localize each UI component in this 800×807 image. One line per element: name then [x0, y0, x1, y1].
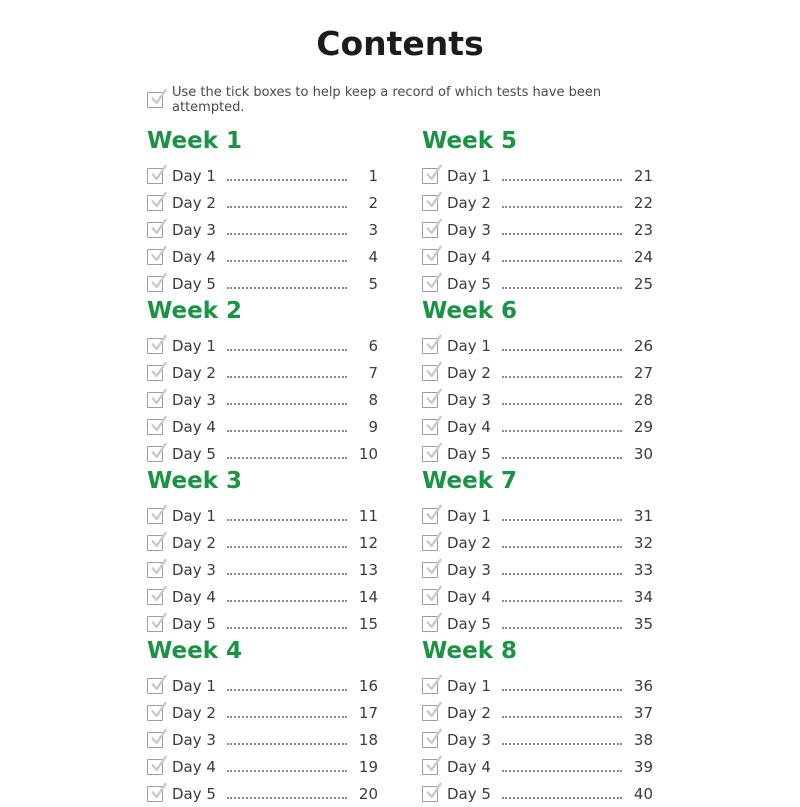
page-number: 34 — [633, 587, 653, 606]
day-checkbox[interactable] — [422, 168, 438, 184]
dotted-leader — [227, 743, 347, 745]
day-label: Day 1 — [447, 336, 491, 355]
toc-day-row — [422, 162, 653, 189]
dotted-leader — [502, 689, 622, 691]
page-number: 30 — [633, 444, 653, 463]
toc-day-row — [147, 413, 378, 440]
example-tick-checkbox[interactable] — [147, 92, 163, 108]
page-number: 27 — [633, 363, 653, 382]
day-label: Day 1 — [172, 506, 216, 525]
dotted-leader — [227, 349, 347, 351]
day-label: Day 1 — [172, 336, 216, 355]
dotted-leader — [227, 627, 347, 629]
day-label: Day 2 — [447, 703, 491, 722]
page-number: 23 — [633, 220, 653, 239]
day-label: Day 5 — [172, 444, 216, 463]
day-checkbox[interactable] — [422, 705, 438, 721]
day-checkbox[interactable] — [147, 446, 163, 462]
day-label: Day 5 — [447, 784, 491, 803]
week-section-2 — [147, 297, 378, 467]
dotted-leader — [227, 430, 347, 432]
toc-day-row — [147, 243, 378, 270]
page-number: 1 — [368, 166, 378, 185]
week-days — [422, 672, 653, 807]
toc-day-row — [422, 332, 653, 359]
dotted-leader — [502, 743, 622, 745]
toc-day-row — [422, 359, 653, 386]
page-number: 9 — [368, 417, 378, 436]
week-section-7 — [422, 467, 653, 637]
page-number: 38 — [633, 730, 653, 749]
day-checkbox[interactable] — [147, 338, 163, 354]
page-number: 31 — [633, 506, 653, 525]
toc-day-row — [422, 216, 653, 243]
page-number: 21 — [633, 166, 653, 185]
toc-day-row — [147, 440, 378, 467]
page-number: 25 — [633, 274, 653, 293]
dotted-leader — [502, 349, 622, 351]
tick-icon — [149, 701, 167, 720]
contents-grid — [147, 127, 653, 807]
day-checkbox[interactable] — [147, 589, 163, 605]
page-number: 13 — [358, 560, 378, 579]
toc-day-row — [422, 753, 653, 780]
page-number: 3 — [368, 220, 378, 239]
dotted-leader — [227, 403, 347, 405]
day-label: Day 3 — [447, 220, 491, 239]
toc-day-row — [422, 672, 653, 699]
tick-icon — [424, 674, 442, 693]
tick-icon — [149, 88, 167, 107]
toc-day-row — [147, 359, 378, 386]
tick-icon — [149, 558, 167, 577]
week-title: Week 1 — [147, 128, 243, 154]
dotted-leader — [227, 600, 347, 602]
week-title: Week 4 — [147, 638, 243, 664]
day-checkbox[interactable] — [147, 508, 163, 524]
dotted-leader — [227, 260, 347, 262]
day-label: Day 3 — [172, 220, 216, 239]
day-label: Day 5 — [447, 444, 491, 463]
day-label: Day 4 — [447, 587, 491, 606]
tick-icon — [424, 388, 442, 407]
day-checkbox[interactable] — [422, 732, 438, 748]
day-checkbox[interactable] — [422, 276, 438, 292]
day-checkbox[interactable] — [147, 249, 163, 265]
tick-icon — [424, 442, 442, 461]
dotted-leader — [502, 287, 622, 289]
week-days — [147, 672, 378, 807]
dotted-leader — [502, 403, 622, 405]
tick-icon — [149, 728, 167, 747]
day-label: Day 1 — [447, 676, 491, 695]
toc-day-row — [422, 699, 653, 726]
toc-day-row — [422, 189, 653, 216]
page-number: 17 — [358, 703, 378, 722]
week-title: Week 6 — [422, 298, 518, 324]
toc-day-row — [422, 440, 653, 467]
day-label: Day 1 — [172, 166, 216, 185]
tick-icon — [424, 701, 442, 720]
day-checkbox[interactable] — [147, 705, 163, 721]
toc-day-row — [147, 583, 378, 610]
page-number: 4 — [368, 247, 378, 266]
dotted-leader — [227, 573, 347, 575]
tick-icon — [424, 415, 442, 434]
dotted-leader — [502, 600, 622, 602]
day-label: Day 5 — [447, 614, 491, 633]
page-number: 19 — [358, 757, 378, 776]
tick-icon — [424, 361, 442, 380]
page-number: 8 — [368, 390, 378, 409]
day-label: Day 4 — [172, 247, 216, 266]
toc-day-row — [147, 386, 378, 413]
day-label: Day 5 — [172, 784, 216, 803]
day-checkbox[interactable] — [147, 759, 163, 775]
dotted-leader — [502, 797, 622, 799]
week-days — [147, 502, 378, 637]
toc-day-row — [147, 726, 378, 753]
toc-day-row — [147, 162, 378, 189]
week-section-8 — [422, 637, 653, 807]
page-number: 20 — [358, 784, 378, 803]
dotted-leader — [227, 179, 347, 181]
page-number: 11 — [358, 506, 378, 525]
instruction-text: Use the tick boxes to help keep a record of which tests have been attempted. — [172, 85, 602, 115]
week-days — [422, 502, 653, 637]
day-checkbox[interactable] — [422, 678, 438, 694]
week-title: Week 7 — [422, 468, 518, 494]
week-section-3 — [147, 467, 378, 637]
toc-day-row — [147, 780, 378, 807]
week-days — [422, 332, 653, 467]
day-checkbox[interactable] — [422, 535, 438, 551]
toc-day-row — [147, 529, 378, 556]
day-checkbox[interactable] — [422, 786, 438, 802]
tick-icon — [424, 558, 442, 577]
tick-icon — [424, 334, 442, 353]
toc-day-row — [422, 386, 653, 413]
day-checkbox[interactable] — [147, 678, 163, 694]
page-number: 7 — [368, 363, 378, 382]
page-number: 26 — [633, 336, 653, 355]
week-title: Week 5 — [422, 128, 518, 154]
day-label: Day 5 — [172, 274, 216, 293]
tick-icon — [149, 334, 167, 353]
tick-icon — [149, 585, 167, 604]
day-checkbox[interactable] — [147, 562, 163, 578]
toc-day-row — [422, 270, 653, 297]
day-checkbox[interactable] — [147, 365, 163, 381]
toc-day-row — [147, 556, 378, 583]
day-label: Day 5 — [172, 614, 216, 633]
tick-icon — [424, 504, 442, 523]
day-checkbox[interactable] — [422, 759, 438, 775]
day-checkbox[interactable] — [422, 446, 438, 462]
day-label: Day 4 — [172, 757, 216, 776]
toc-day-row — [422, 610, 653, 637]
day-label: Day 1 — [447, 166, 491, 185]
toc-day-row — [147, 332, 378, 359]
dotted-leader — [502, 376, 622, 378]
dotted-leader — [227, 716, 347, 718]
page-number: 39 — [633, 757, 653, 776]
page-number: 10 — [358, 444, 378, 463]
page-number: 28 — [633, 390, 653, 409]
tick-icon — [149, 361, 167, 380]
toc-day-row — [147, 270, 378, 297]
dotted-leader — [227, 457, 347, 459]
week-title: Week 2 — [147, 298, 243, 324]
day-label: Day 2 — [172, 363, 216, 382]
day-label: Day 5 — [447, 274, 491, 293]
day-label: Day 3 — [447, 730, 491, 749]
page-number: 32 — [633, 533, 653, 552]
day-checkbox[interactable] — [147, 222, 163, 238]
tick-icon — [424, 612, 442, 631]
toc-day-row — [147, 502, 378, 529]
page-number: 14 — [358, 587, 378, 606]
contents-page — [147, 0, 653, 807]
dotted-leader — [227, 519, 347, 521]
toc-day-row — [147, 189, 378, 216]
dotted-leader — [227, 797, 347, 799]
dotted-leader — [502, 519, 622, 521]
day-label: Day 2 — [172, 193, 216, 212]
dotted-leader — [227, 233, 347, 235]
tick-icon — [149, 218, 167, 237]
tick-icon — [149, 388, 167, 407]
page-number: 36 — [633, 676, 653, 695]
day-label: Day 2 — [172, 533, 216, 552]
toc-day-row — [422, 529, 653, 556]
page-number: 29 — [633, 417, 653, 436]
toc-day-row — [147, 672, 378, 699]
day-checkbox[interactable] — [422, 222, 438, 238]
page-number: 5 — [368, 274, 378, 293]
dotted-leader — [502, 457, 622, 459]
week-days — [422, 162, 653, 297]
day-checkbox[interactable] — [422, 419, 438, 435]
dotted-leader — [502, 206, 622, 208]
dotted-leader — [502, 430, 622, 432]
tick-icon — [424, 728, 442, 747]
week-title: Week 3 — [147, 468, 243, 494]
day-checkbox[interactable] — [147, 392, 163, 408]
page-number: 15 — [358, 614, 378, 633]
day-label: Day 4 — [447, 417, 491, 436]
page-number: 37 — [633, 703, 653, 722]
toc-day-row — [422, 502, 653, 529]
week-section-1 — [147, 127, 378, 297]
page-number: 24 — [633, 247, 653, 266]
toc-day-row — [422, 726, 653, 753]
dotted-leader — [502, 233, 622, 235]
day-checkbox[interactable] — [147, 535, 163, 551]
tick-icon — [149, 674, 167, 693]
page-number: 22 — [633, 193, 653, 212]
dotted-leader — [227, 206, 347, 208]
day-label: Day 3 — [172, 390, 216, 409]
tick-icon — [149, 755, 167, 774]
day-label: Day 3 — [172, 730, 216, 749]
day-label: Day 4 — [447, 247, 491, 266]
day-label: Day 3 — [447, 390, 491, 409]
tick-icon — [149, 191, 167, 210]
tick-icon — [424, 585, 442, 604]
day-checkbox[interactable] — [147, 616, 163, 632]
week-days — [147, 332, 378, 467]
week-section-4 — [147, 637, 378, 807]
tick-icon — [424, 218, 442, 237]
toc-day-row — [422, 583, 653, 610]
tick-icon — [149, 442, 167, 461]
tick-icon — [149, 164, 167, 183]
day-label: Day 2 — [447, 363, 491, 382]
week-section-5 — [422, 127, 653, 297]
toc-day-row — [422, 780, 653, 807]
tick-icon — [149, 612, 167, 631]
day-checkbox[interactable] — [422, 338, 438, 354]
toc-day-row — [147, 610, 378, 637]
week-title: Week 8 — [422, 638, 518, 664]
day-checkbox[interactable] — [422, 508, 438, 524]
week-section-6 — [422, 297, 653, 467]
dotted-leader — [227, 546, 347, 548]
toc-day-row — [147, 216, 378, 243]
dotted-leader — [502, 179, 622, 181]
day-checkbox[interactable] — [422, 365, 438, 381]
tick-icon — [149, 531, 167, 550]
tick-icon — [424, 755, 442, 774]
day-checkbox[interactable] — [147, 732, 163, 748]
day-label: Day 4 — [172, 417, 216, 436]
instruction-row — [147, 85, 653, 115]
day-label: Day 3 — [172, 560, 216, 579]
day-checkbox[interactable] — [422, 562, 438, 578]
page-number: 6 — [368, 336, 378, 355]
page-number: 18 — [358, 730, 378, 749]
dotted-leader — [227, 689, 347, 691]
tick-icon — [149, 504, 167, 523]
day-label: Day 1 — [447, 506, 491, 525]
page-number: 2 — [368, 193, 378, 212]
week-days — [147, 162, 378, 297]
dotted-leader — [502, 546, 622, 548]
dotted-leader — [227, 376, 347, 378]
tick-icon — [149, 415, 167, 434]
dotted-leader — [502, 573, 622, 575]
day-label: Day 3 — [447, 560, 491, 579]
day-checkbox[interactable] — [147, 419, 163, 435]
day-checkbox[interactable] — [422, 249, 438, 265]
page-number: 40 — [633, 784, 653, 803]
day-label: Day 2 — [172, 703, 216, 722]
tick-icon — [424, 191, 442, 210]
dotted-leader — [227, 287, 347, 289]
day-checkbox[interactable] — [422, 195, 438, 211]
page-number: 35 — [633, 614, 653, 633]
tick-icon — [424, 782, 442, 801]
day-checkbox[interactable] — [147, 786, 163, 802]
toc-day-row — [147, 699, 378, 726]
tick-icon — [149, 782, 167, 801]
page-title: Contents — [316, 24, 484, 63]
tick-icon — [424, 272, 442, 291]
day-label: Day 4 — [172, 587, 216, 606]
day-label: Day 4 — [447, 757, 491, 776]
dotted-leader — [502, 716, 622, 718]
day-checkbox[interactable] — [147, 195, 163, 211]
day-label: Day 1 — [172, 676, 216, 695]
day-label: Day 2 — [447, 533, 491, 552]
day-checkbox[interactable] — [422, 392, 438, 408]
day-label: Day 2 — [447, 193, 491, 212]
page-number: 33 — [633, 560, 653, 579]
tick-icon — [424, 531, 442, 550]
day-checkbox[interactable] — [422, 589, 438, 605]
toc-day-row — [422, 243, 653, 270]
tick-icon — [149, 272, 167, 291]
dotted-leader — [502, 260, 622, 262]
day-checkbox[interactable] — [147, 276, 163, 292]
tick-icon — [424, 245, 442, 264]
day-checkbox[interactable] — [422, 616, 438, 632]
toc-day-row — [422, 556, 653, 583]
page-number: 16 — [358, 676, 378, 695]
toc-day-row — [147, 753, 378, 780]
page-number: 12 — [358, 533, 378, 552]
dotted-leader — [227, 770, 347, 772]
tick-icon — [149, 245, 167, 264]
dotted-leader — [502, 770, 622, 772]
tick-icon — [424, 164, 442, 183]
day-checkbox[interactable] — [147, 168, 163, 184]
toc-day-row — [422, 413, 653, 440]
dotted-leader — [502, 627, 622, 629]
